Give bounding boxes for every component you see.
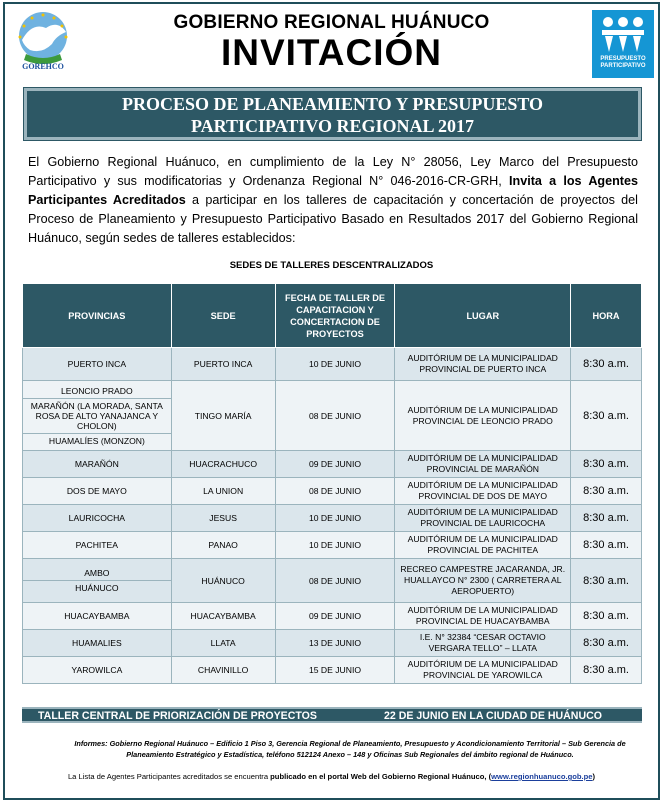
cell-provincias	[23, 381, 172, 451]
cell-hora: 8:30 a.m.	[571, 559, 642, 603]
header-hora: HORA	[571, 284, 642, 348]
nota-text	[0, 772, 663, 781]
cell-lugar: AUDITÓRIUM DE LA MUNICIPALIDAD PROVINCIAL DE DOS DE MAYO	[395, 478, 571, 505]
cell-lugar: AUDITÓRIUM DE LA MUNICIPALIDAD PROVINCIAL DE PUERTO INCA	[395, 348, 571, 381]
cell-provincias	[23, 532, 172, 559]
cell-provincias	[23, 559, 172, 603]
table-row	[23, 532, 642, 559]
header-sede: SEDE	[171, 284, 275, 348]
banner-line2: PARTICIPATIVO REGIONAL 2017	[190, 116, 475, 136]
cell-fecha: 10 DE JUNIO	[275, 505, 395, 532]
provincia-name: HUACAYBAMBA	[64, 611, 130, 621]
cell-sede: HUÁNUCO	[171, 559, 275, 603]
cell-sede: HUACAYBAMBA	[171, 603, 275, 630]
provincia-name: LAURICOCHA	[68, 513, 126, 523]
provincia-name: HUAMALIES	[72, 638, 122, 648]
table-row	[23, 603, 642, 630]
table-header-row	[23, 284, 642, 348]
intro-paragraph	[28, 153, 638, 248]
cell-lugar: AUDITÓRIUM DE LA MUNICIPALIDAD PROVINCIAL DE YAROWILCA	[395, 657, 571, 684]
cell-lugar: I.E. N° 32384 “CESAR OCTAVIO VERGARA TELLO” – LLATA	[395, 630, 571, 657]
cell-lugar: AUDITÓRIUM DE LA MUNICIPALIDAD PROVINCIAL DE HUACAYBAMBA	[395, 603, 571, 630]
cell-lugar: AUDITÓRIUM DE LA MUNICIPALIDAD PROVINCIAL DE LAURICOCHA	[395, 505, 571, 532]
cell-provincias	[23, 451, 172, 478]
cell-fecha: 08 DE JUNIO	[275, 478, 395, 505]
cell-sede: PUERTO INCA	[171, 348, 275, 381]
cell-sede: HUACRACHUCO	[171, 451, 275, 478]
sedes-table	[22, 283, 642, 684]
cell-provincias	[23, 348, 172, 381]
org-title: GOBIERNO REGIONAL HUÁNUCO	[173, 12, 490, 33]
cell-hora: 8:30 a.m.	[571, 451, 642, 478]
logo-right-line2: PARTICIPATIVO	[600, 63, 646, 69]
logo-right-line1: PRESUPUESTO	[600, 56, 646, 62]
cell-sede: TINGO MARÍA	[171, 381, 275, 451]
cell-fecha: 08 DE JUNIO	[275, 559, 395, 603]
cell-fecha: 15 DE JUNIO	[275, 657, 395, 684]
cell-hora: 8:30 a.m.	[571, 657, 642, 684]
cell-sede: LA UNION	[171, 478, 275, 505]
cell-lugar: RECREO CAMPESTRE JACARANDA, JR. HUALLAYCO N° 2300 ( CARRETERA AL AEROPUERTO)	[395, 559, 571, 603]
central-workshop-label: TALLER CENTRAL DE PRIORIZACIÓN DE PROYECTOS	[38, 710, 317, 722]
cell-fecha: 09 DE JUNIO	[275, 603, 395, 630]
provincia-name: AMBO	[23, 566, 171, 581]
central-workshop-bar	[22, 707, 642, 723]
central-workshop-date: 22 DE JUNIO EN LA CIUDAD DE HUÁNUCO	[384, 710, 602, 722]
provincia-name: MARAÑÓN (LA MORADA, SANTA ROSA DE ALTO YANAJANCA Y CHOLON)	[23, 399, 171, 434]
cell-fecha: 10 DE JUNIO	[275, 532, 395, 559]
cell-lugar: AUDITÓRIUM DE LA MUNICIPALIDAD PROVINCIAL DE PACHITEA	[395, 532, 571, 559]
provincia-name: LEONCIO PRADO	[23, 384, 171, 399]
table-row	[23, 478, 642, 505]
header-lugar: LUGAR	[395, 284, 571, 348]
cell-fecha: 10 DE JUNIO	[275, 348, 395, 381]
intro-part1: El Gobierno Regional Huánuco, en cumplimiento de la Ley N° 28056, Ley Marco del Presupuesto Participativo y sus modificatorias y Ordenanza Regional N° 046-2016-CR-GRH,	[28, 155, 638, 188]
nota-plain: La Lista de Agentes Participantes acreditados se encuentra	[67, 772, 271, 781]
table-row	[23, 348, 642, 381]
table-row	[23, 559, 642, 603]
intro-part2: a participar en los talleres de capacitación y concertación de proyectos del Proceso de Planeamiento y Presupuesto Participativo Basado en Resultados 2017 del Gobierno Regional Huánuco, según sedes de talleres establecidos:	[28, 193, 638, 245]
cell-hora: 8:30 a.m.	[571, 532, 642, 559]
table-row	[23, 451, 642, 478]
cell-sede: CHAVINILLO	[171, 657, 275, 684]
table-row	[23, 657, 642, 684]
cell-lugar: AUDITÓRIUM DE LA MUNICIPALIDAD PROVINCIAL DE LEONCIO PRADO	[395, 381, 571, 451]
cell-hora: 8:30 a.m.	[571, 478, 642, 505]
cell-hora: 8:30 a.m.	[571, 630, 642, 657]
cell-provincias	[23, 505, 172, 532]
table-row	[23, 505, 642, 532]
cell-provincias	[23, 657, 172, 684]
header-provincias: PROVINCIAS	[23, 284, 172, 348]
nota-end: )	[592, 772, 596, 781]
header-fecha: FECHA DE TALLER DE CAPACITACION Y CONCERTACION DE PROYECTOS	[275, 284, 395, 348]
cell-sede: PANAO	[171, 532, 275, 559]
cell-lugar: AUDITÓRIUM DE LA MUNICIPALIDAD PROVINCIAL DE MARAÑÓN	[395, 451, 571, 478]
table-row	[23, 630, 642, 657]
provincia-name: PUERTO INCA	[67, 359, 127, 369]
logo-left-text: GOREHCO	[22, 62, 64, 71]
provincia-name: HUAMALÍES (MONZON)	[48, 435, 145, 446]
page-title: INVITACIÓN	[220, 32, 443, 73]
intro-bold: Invita a los Agentes Participantes Acreditados	[28, 174, 639, 207]
cell-provincias	[23, 630, 172, 657]
table-row	[23, 381, 642, 451]
cell-sede: LLATA	[171, 630, 275, 657]
cell-provincias	[23, 478, 172, 505]
cell-hora: 8:30 a.m.	[571, 381, 642, 451]
cell-provincias	[23, 603, 172, 630]
cell-hora: 8:30 a.m.	[571, 348, 642, 381]
cell-fecha: 13 DE JUNIO	[275, 630, 395, 657]
cell-sede: JESUS	[171, 505, 275, 532]
cell-hora: 8:30 a.m.	[571, 603, 642, 630]
portal-link[interactable]: www.regionhuanuco.gob.pe	[491, 772, 593, 781]
provincia-name: YAROWILCA	[71, 665, 123, 675]
provincia-name: DOS DE MAYO	[66, 486, 127, 496]
provincia-name: MARAÑÓN	[74, 459, 119, 469]
nota-bold: publicado en el portal Web del Gobierno Regional Huánuco, (	[270, 772, 492, 781]
cell-hora: 8:30 a.m.	[571, 505, 642, 532]
cell-fecha: 08 DE JUNIO	[275, 381, 395, 451]
process-banner	[24, 88, 641, 140]
banner-line1: PROCESO DE PLANEAMIENTO Y PRESUPUESTO	[121, 94, 544, 114]
provincia-name: PACHITEA	[75, 540, 119, 550]
informes-text: Informes: Gobierno Regional Huánuco – Edificio 1 Piso 3, Gerencia Regional de Planeamiento, Presupuesto y Acondicionamiento Territorial – Sub Gerencia de Planeamiento Estratégico y Estadística, teléfono 512124 Anexo – 148 y Oficinas Sub Regionales del ámbito regional de Huánuco.	[74, 739, 626, 759]
table-caption: SEDES DE TALLERES DESCENTRALIZADOS	[229, 260, 434, 271]
provincia-name: HUÁNUCO	[75, 583, 119, 593]
cell-fecha: 09 DE JUNIO	[275, 451, 395, 478]
